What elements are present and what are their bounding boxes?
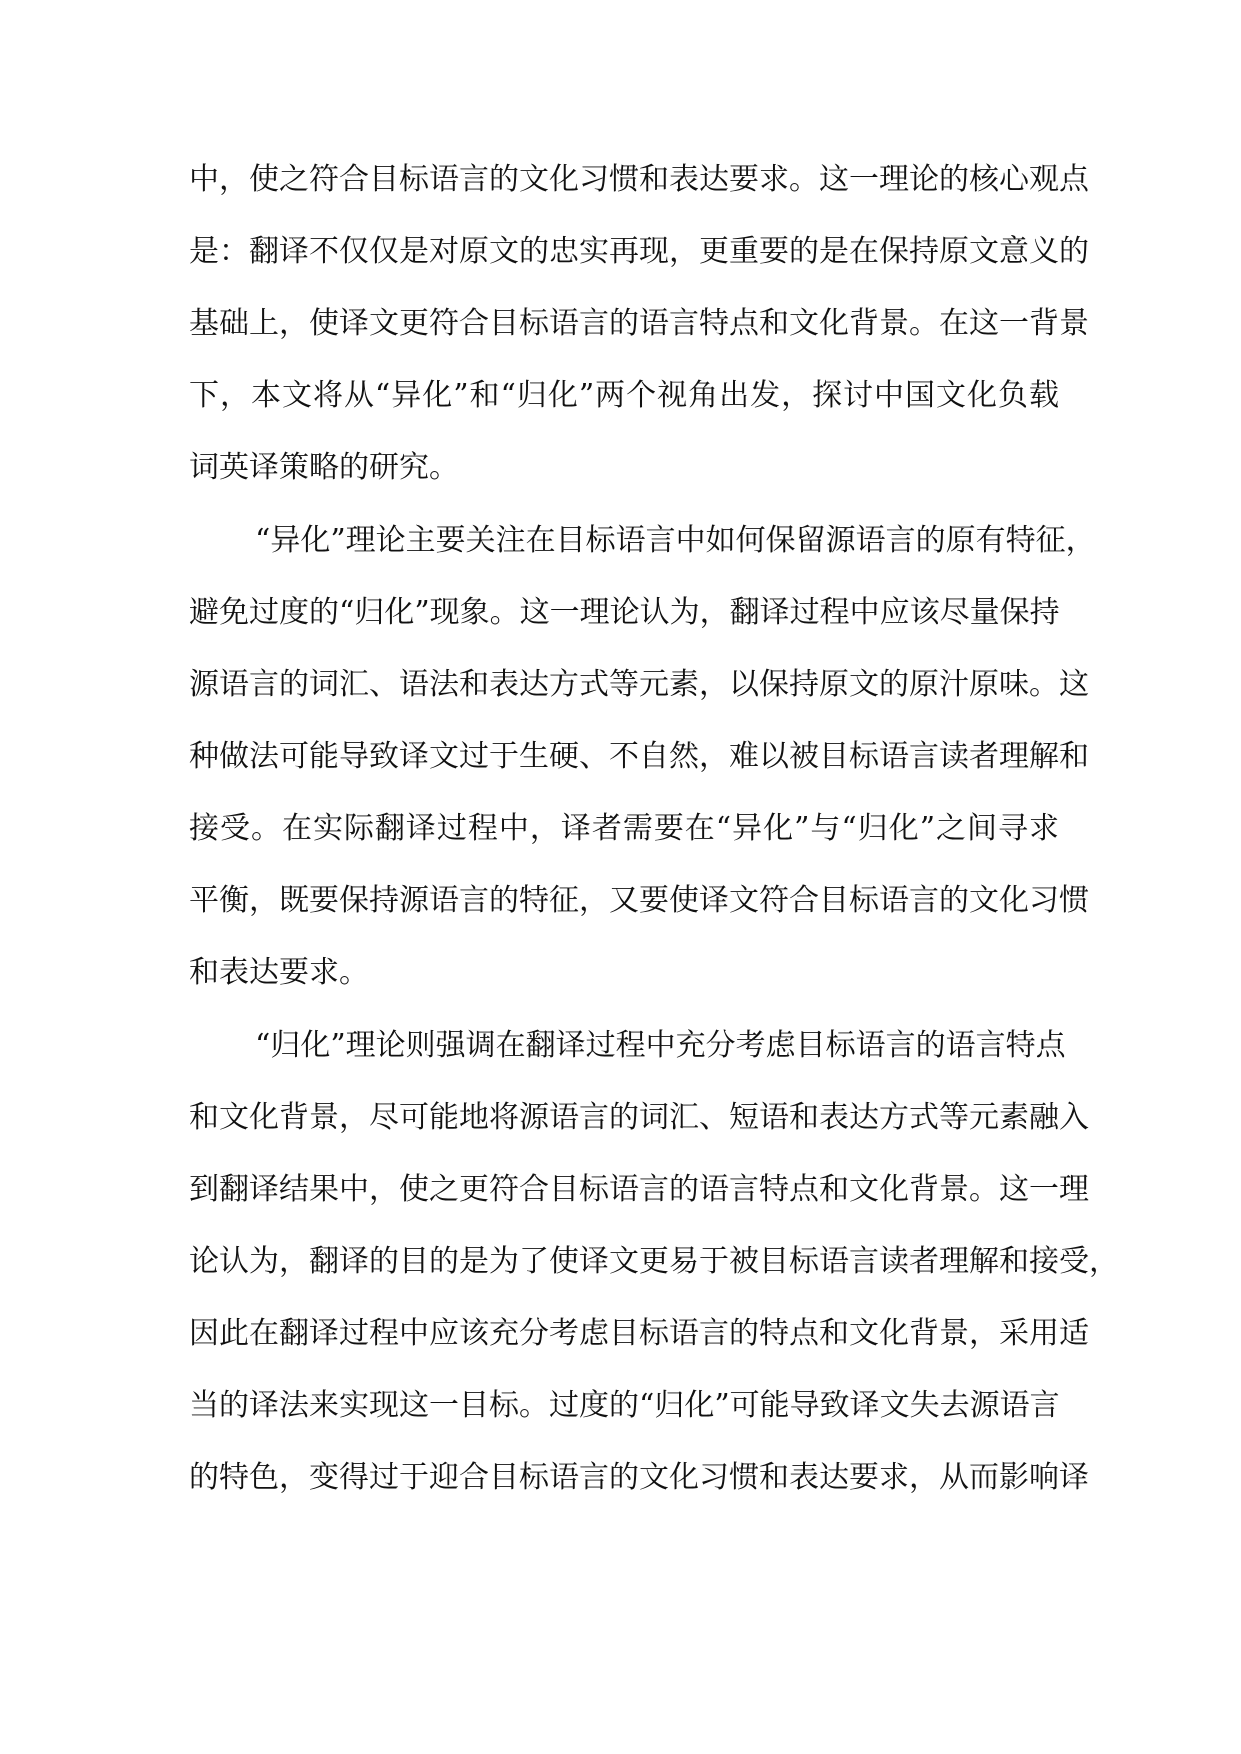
- text-line: “归化”理论则强调在翻译过程中充分考虑目标语言的语言特点: [255, 1028, 1066, 1063]
- text-line: 因此在翻译过程中应该充分考虑目标语言的特点和文化背景，采用适: [189, 1316, 1089, 1351]
- text-line: 接受。在实际翻译过程中，译者需要在“异化”与“归化”之间寻求: [189, 811, 1059, 846]
- text-line: 平衡，既要保持源语言的特征，又要使译文符合目标语言的文化习惯: [189, 883, 1089, 918]
- text-line: 源语言的词汇、语法和表达方式等元素，以保持原文的原汁原味。这: [189, 667, 1089, 702]
- text-line: 词英译策略的研究。: [189, 450, 459, 485]
- text-line: 的特色，变得过于迎合目标语言的文化习惯和表达要求，从而影响译: [189, 1460, 1089, 1495]
- text-line: 是：翻译不仅仅是对原文的忠实再现，更重要的是在保持原文意义的: [189, 234, 1089, 269]
- text-line: 下，本文将从“异化”和“归化”两个视角出发，探讨中国文化负载: [189, 378, 1059, 413]
- text-line: 论认为，翻译的目的是为了使译文更易于被目标语言读者理解和接受，: [189, 1244, 1119, 1279]
- text-line: 和文化背景，尽可能地将源语言的词汇、短语和表达方式等元素融入: [189, 1100, 1089, 1135]
- text-line: 当的译法来实现这一目标。过度的“归化”可能导致译文失去源语言: [189, 1388, 1060, 1423]
- text-line: 和表达要求。: [189, 955, 369, 990]
- text-line: 到翻译结果中，使之更符合目标语言的语言特点和文化背景。这一理: [189, 1172, 1089, 1207]
- text-line: 中，使之符合目标语言的文化习惯和表达要求。这一理论的核心观点: [189, 162, 1089, 197]
- text-line: 避免过度的“归化”现象。这一理论认为，翻译过程中应该尽量保持: [189, 595, 1060, 630]
- text-line: 基础上，使译文更符合目标语言的语言特点和文化背景。在这一背景: [189, 306, 1089, 341]
- text-line: 种做法可能导致译文过于生硬、不自然，难以被目标语言读者理解和: [189, 739, 1089, 774]
- text-line: “异化”理论主要关注在目标语言中如何保留源语言的原有特征，: [255, 523, 1096, 558]
